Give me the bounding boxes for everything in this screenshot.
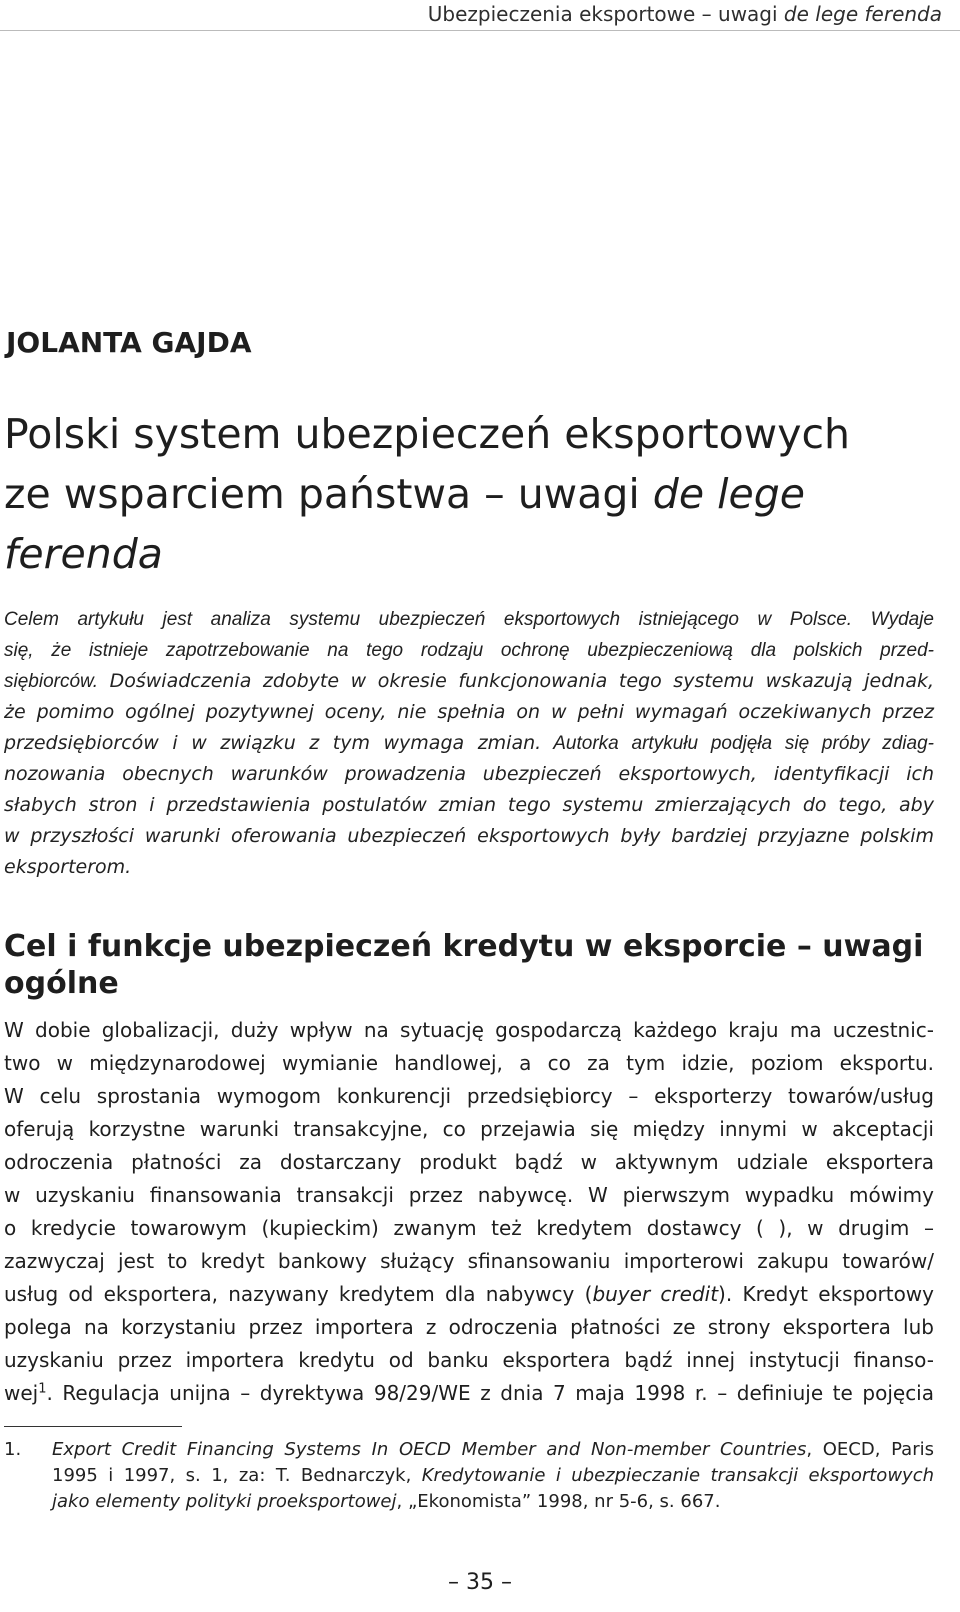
body-paragraph [4,1014,934,1410]
title-line-1: Polski system ubezpieczeń eksportowych [4,410,851,458]
body-line [4,1278,934,1311]
footnote-rule [4,1426,182,1427]
header-rule [0,30,960,31]
article-title [4,404,924,584]
footnote-fragment: jako elementy polityki proeksportowej [52,1491,397,1512]
abstract-line: eksporterom. [4,856,132,878]
abstract-line: nozowania obecnych warunków prowadzenia ubezpieczeń eksportowych, identyfikacji ich [4,763,934,785]
author-name: JOLANTA GAJDA [6,326,252,359]
body-line: uzyskaniu przez importera kredytu od banku eksportera bądź innej instytucji finanso- [4,1348,934,1372]
body-line: zazwyczaj jest to kredyt bankowy służący sfinansowaniu importerowi zakupu towarów/ [4,1249,934,1273]
abstract-fragment: siębiorców. [4,671,98,692]
title-line-3 [4,524,924,584]
body-line: oferują korzystne warunki transakcyjne, co przejawia się między innymi w akceptacji [4,1117,934,1141]
footnote-number: 1. [4,1439,22,1460]
body-line: W dobie globalizacji, duży wpływ na sytuację gospodarczą każdego kraju ma uczestnic- [4,1018,934,1042]
footnote-line [52,1437,934,1463]
title-line-2-text: ze wsparciem państwa – uwagi [4,470,653,518]
body-fragment: ). Kredyt eksportowy [718,1282,935,1306]
abstract-fragment: Autorka artykułu podjęła się próby zdiag- [541,733,934,754]
footnote-fragment: , OECD, Paris [806,1439,934,1460]
body-fragment: wej [4,1381,39,1405]
section-heading-line-1: Cel i funkcje ubezpieczeń kredytu w eksporcie – uwagi [4,929,924,964]
footnote-line [52,1463,934,1489]
abstract-line: się, że istnieje zapotrzebowanie na tego rodzaju ochronę ubezpieczeniową dla polskich przed- [4,640,934,661]
body-fragment: usług od eksportera, nazywany kredytem dla nabywcy ( [4,1282,593,1306]
running-header [428,2,942,26]
footnote-body [52,1437,934,1515]
body-line: W celu sprostania wymogom konkurencji przedsiębiorcy – eksporterzy towarów/usług [4,1084,934,1108]
abstract-line: w przyszłości warunki oferowania ubezpieczeń eksportowych były bardziej przyjazne polskim [4,825,934,847]
footnote [4,1437,934,1515]
footnote-fragment: 1995 i 1997, s. 1, za: T. Bednarczyk, [52,1465,422,1486]
title-italic-de-lege: de lege [652,470,805,518]
page-number: – 35 – [448,1570,512,1595]
section-heading-line-2: ogólne [4,966,119,1001]
abstract-fragment: przedsiębiorców i w związku z tym wymaga zmian. [4,732,542,754]
body-fragment: . Regulacja unijna – dyrektywa 98/29/WE z dnia 7 maja 1998 r. – definiuje te pojęcia [46,1381,934,1405]
section-heading [4,928,934,1002]
body-line: w uzyskaniu finansowania transakcji przez nabywcę. W pierwszym wypadku mówimy [4,1183,934,1207]
footnote-fragment: , „Ekonomista” 1998, nr 5-6, s. 667. [396,1491,721,1512]
running-title-italic: de lege ferenda [783,2,942,26]
body-italic-buyer-credit: buyer credit [592,1282,719,1306]
footnote-reference-link[interactable]: 1 [38,1381,47,1397]
abstract-line: słabych stron i przedstawienia postulatów zmian tego systemu zmierzających do tego, aby [4,794,934,816]
title-line-2 [4,464,924,524]
abstract-line [4,666,934,697]
abstract [4,604,934,883]
footnote-fragment: Export Credit Financing Systems In OECD Member and Non-member Countries [52,1439,807,1460]
abstract-line: Celem artykułu jest analiza systemu ubezpieczeń eksportowych istniejącego w Polsce. Wydaje [4,609,934,630]
body-line: two w międzynarodowej wymianie handlowej, a co za tym idzie, poziom eksportu. [4,1051,934,1075]
footnote-line [52,1489,934,1515]
body-line: odroczenia płatności za dostarczany produkt bądź w aktywnym udziale eksportera [4,1150,934,1174]
body-line: polega na korzystaniu przez importera z odroczenia płatności ze strony eksportera lub [4,1315,934,1339]
title-italic-ferenda: ferenda [4,530,163,578]
running-title: Ubezpieczenia eksportowe – uwagi [427,2,778,26]
body-line: o kredycie towarowym (kupieckim) zwanym też kredytem dostawcy ( ), w drugim – [4,1216,934,1240]
abstract-line [4,728,934,759]
body-line [4,1377,934,1410]
footnote-fragment: Kredytowanie i ubezpieczanie transakcji eksportowych [421,1465,935,1486]
abstract-fragment: Doświadczenia zdobyte w okresie funkcjonowania tego systemu wskazują jednak, [98,670,934,692]
abstract-line: że pomimo ogólnej pozytywnej oceny, nie spełnia on w pełni wymagań oczekiwanych przez [4,701,934,723]
